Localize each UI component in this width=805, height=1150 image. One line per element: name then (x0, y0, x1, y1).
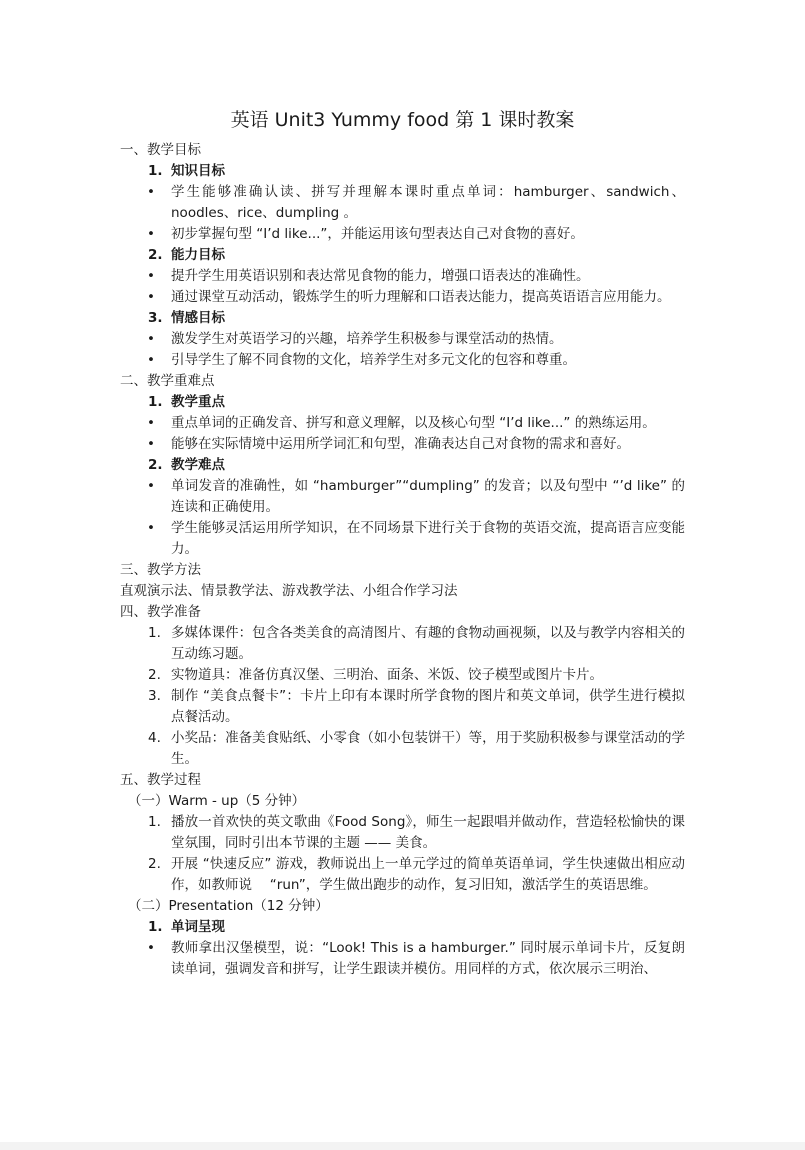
list-item (120, 854, 685, 896)
list-number: 1. (148, 919, 163, 935)
bullet-item (120, 266, 685, 287)
list-number: 2. (148, 457, 163, 473)
list-item (120, 686, 685, 728)
bullet-marker: • (147, 436, 155, 452)
bullet-item (120, 287, 685, 308)
subheading-text: 知识目标 (171, 163, 225, 179)
subheading-emotion (120, 308, 685, 329)
phase-heading-presentation: （二）Presentation（12 分钟） (128, 898, 329, 914)
list-number: 3. (148, 688, 161, 704)
bullet-text: 激发学生对英语学习的兴趣，培养学生积极参与课堂活动的热情。 (171, 331, 563, 347)
bullet-item (120, 350, 685, 371)
bullet-marker: • (147, 226, 155, 242)
bullet-item (120, 224, 685, 245)
list-number: 2. (148, 667, 161, 683)
bullet-item (120, 938, 685, 980)
subheading-text: 教学难点 (171, 457, 225, 473)
list-item-text: 开展 “快速反应” 游戏，教师说出上一单元学过的简单英语单词，学生快速做出相应动作，如教师说 “run”，学生做出跑步的动作，复习旧知，激活学生的英语思维。 (171, 856, 685, 893)
list-number: 1. (148, 163, 163, 179)
bullet-text: 教师拿出汉堡模型，说：“Look! This is a hamburger.” 同时展示单词卡片，反复朗读单词，强调发音和拼写，让学生跟读并模仿。用同样的方式，依次展示三明治、 (171, 940, 685, 977)
list-number: 3. (148, 310, 163, 326)
list-item-text: 制作 “美食点餐卡”：卡片上印有本课时所学食物的图片和英文单词，供学生进行模拟点餐活动。 (171, 688, 685, 725)
bullet-marker: • (147, 520, 155, 536)
section-heading-objectives: 一、教学目标 (120, 142, 201, 158)
section-heading-key-points: 二、教学重难点 (120, 373, 215, 389)
list-item (120, 665, 685, 686)
document-title: 英语 Unit3 Yummy food 第 1 课时教案 (230, 109, 575, 131)
list-item (120, 812, 685, 854)
subheading-ability (120, 245, 685, 266)
list-number: 1. (148, 625, 161, 641)
list-item-text: 实物道具：准备仿真汉堡、三明治、面条、米饭、饺子模型或图片卡片。 (171, 667, 603, 683)
phase-heading-warm-up: （一）Warm - up（5 分钟） (128, 793, 306, 809)
bullet-text: 引导学生了解不同食物的文化，培养学生对多元文化的包容和尊重。 (171, 352, 576, 368)
list-number: 2. (148, 856, 161, 872)
bullet-item (120, 413, 685, 434)
list-item (120, 728, 685, 770)
subheading-text: 单词呈现 (171, 919, 225, 935)
bullet-marker: • (147, 331, 155, 347)
list-number: 1. (148, 814, 161, 830)
subheading-knowledge (120, 161, 685, 182)
subheading-focus (120, 392, 685, 413)
list-number: 2. (148, 247, 163, 263)
list-item-text: 播放一首欢快的英文歌曲《Food Song》，师生一起跟唱并做动作，营造轻松愉快的课堂氛围，同时引出本节课的主题 —— 美食。 (171, 814, 685, 851)
bullet-marker: • (147, 184, 155, 200)
bullet-item (120, 182, 685, 224)
subheading-text: 教学重点 (171, 394, 225, 410)
bullet-text: 重点单词的正确发音、拼写和意义理解，以及核心句型 “I’d like...” 的熟练运用。 (171, 415, 656, 431)
list-item-text: 小奖品：准备美食贴纸、小零食（如小包装饼干）等，用于奖励积极参与课堂活动的学生。 (171, 730, 685, 767)
bullet-text: 初步掌握句型 “I’d like...”，并能运用该句型表达自己对食物的喜好。 (171, 226, 584, 242)
bullet-text: 学生能够准确认读、拼写并理解本课时重点单词：hamburger、sandwich、noodles、rice、dumpling 。 (171, 184, 685, 221)
list-item (120, 623, 685, 665)
subheading-word-presentation (120, 917, 685, 938)
bullet-item (120, 476, 685, 518)
subheading-text: 情感目标 (171, 310, 225, 326)
bullet-text: 能够在实际情境中运用所学词汇和句型，准确表达自己对食物的需求和喜好。 (171, 436, 630, 452)
subheading-difficulty (120, 455, 685, 476)
list-number: 1. (148, 394, 163, 410)
bullet-text: 提升学生用英语识别和表达常见食物的能力，增强口语表达的准确性。 (171, 268, 590, 284)
bullet-marker: • (147, 268, 155, 284)
bullet-marker: • (147, 415, 155, 431)
bullet-text: 单词发音的准确性，如 “hamburger”“dumpling” 的发音；以及句型中 “’d like” 的连读和正确使用。 (171, 478, 685, 515)
bullet-marker: • (147, 478, 155, 494)
bullet-item (120, 434, 685, 455)
bullet-item (120, 518, 685, 560)
bullet-text: 通过课堂互动活动，锻炼学生的听力理解和口语表达能力，提高英语语言应用能力。 (171, 289, 671, 305)
subheading-text: 能力目标 (171, 247, 225, 263)
section-heading-process: 五、教学过程 (120, 772, 201, 788)
section-heading-methods: 三、教学方法 (120, 562, 201, 578)
bullet-text: 学生能够灵活运用所学知识，在不同场景下进行关于食物的英语交流，提高语言应变能力。 (171, 520, 685, 557)
bullet-marker: • (147, 940, 155, 956)
list-item-text: 多媒体课件：包含各类美食的高清图片、有趣的食物动画视频，以及与教学内容相关的互动练习题。 (171, 625, 685, 662)
section-heading-preparation: 四、教学准备 (120, 604, 201, 620)
methods-text: 直观演示法、情景教学法、游戏教学法、小组合作学习法 (120, 583, 458, 599)
bullet-item (120, 329, 685, 350)
bullet-marker: • (147, 352, 155, 368)
bullet-marker: • (147, 289, 155, 305)
list-number: 4. (148, 730, 161, 746)
